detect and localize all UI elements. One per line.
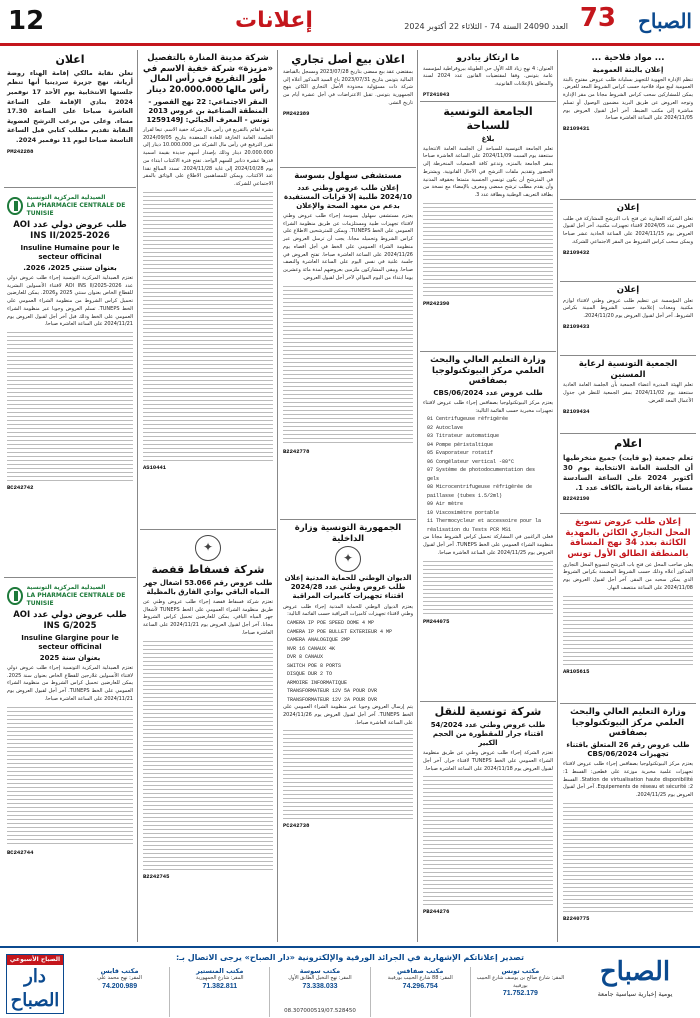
ad-code: AR105615: [563, 667, 590, 675]
text-lines: [563, 803, 693, 913]
ad-subtitle: طلب عروض رقم 26 المتعلق باقتناء تجهيزات 2024/CBS/06: [566, 740, 690, 758]
ad-title: طلب عروض دولي عدد AOI INS II/2025-2026: [13, 220, 127, 242]
ad-title: إعلان: [616, 285, 640, 295]
equipment-item: 03 Titrateur automatique: [427, 433, 500, 440]
ad-body: يعتزم مستشفى سهلول بسوسة إجراء طلب عروض وطني لاقتناء تجهيزات طبية ومستلزمات عن طريق منظومة الشراء العمومي على الخط TUNEPS. ويمكن للمترشحين الاطلاع على كراس الشروط وتحميله مجانا. يجب أن ترسل العروض عبر منظومة الشراء العمومي على الخط في أجل أقصاه يوم 2024/11/26 على الساعة العاشرة صباحا. تفتح العروض في جلسة علنية في نفس اليوم على الساعة العاشرة والنصف صباحا. ويبقى المشاركون ملزمين بعروضهم لمدة مائة وعشرين يوما ابتداء من اليوم الموالي لآخر أجل لقبول العروض.: [283, 212, 413, 281]
column-1: [560, 50, 696, 942]
equipment-item: 02 Autoclave: [427, 424, 464, 431]
ad-title: وزارة التعليم العالي والبحث العلمي مركز البيوتكنولوجيا بصفاقس: [570, 707, 686, 739]
page-number: 12: [8, 6, 45, 36]
brand-fr: LA PHARMACIE CENTRALE DE TUNISIE: [26, 591, 126, 607]
ad-notice-2: [560, 200, 696, 282]
column-divider: [417, 50, 418, 942]
ad-subtitle-fr: Insuline Humaine pour le secteur officinal: [20, 243, 120, 261]
ad-body: تنظم الإدارة الجهوية للتجهيز بسليانة طلب عروض مفتوح بالبتة العمومية لبيع مواد فلاحية حسب كراس الشروط المعد للغرض. يمكن للمشاركين سحب كراس الشروط مجانا من مقر الإدارة وتوجه العروض عن طريق البريد مضمون الوصول أو تسلم مباشرة إلى مكتب الضبط. آخر أجل لقبول العروض يوم 2024/11/05 على الساعة العاشرة صباحا.: [563, 76, 693, 122]
ad-title: الجامعة التونسية للسباحة: [443, 105, 533, 132]
text-lines: [143, 641, 273, 871]
camera-item: CAMERA IP POE SPEED DOME 4 MP: [287, 620, 375, 627]
ad-body: يعتزم مركز البيوتكنولوجيا بصفاقس إجراء طلب عروض لاقتناء تجهيزات علمية مخبرية موزعة على قطعين: القسط 1: Station de virtualisation haute disponibilité. القسط 2: Equipements de réseau et sécurité. آخر أجل لقبول العروض يوم 2024/11/25.: [563, 761, 694, 799]
footer-logo-main: [576, 954, 694, 1014]
ad-subtitle-fr: Insuline Glargine pour le secteur officinal: [21, 633, 119, 651]
ad-body: تعلم الجامعة التونسية للسباحة أن الجلسة العامة الانتخابية ستنعقد يوم السبت 2024/11/09 على الساعة العاشرة صباحا بمقر الجامعة بالمنزه. وتدعو كافة الجمعيات المنخرطة إلى الحضور وتقديم ملفات الترشح في الآجال القانونية. ويشترط في المترشح أن يكون تونسي الجنسية متمتعا بحقوقه المدنية وأن يقدم مطلب ترشح ممضى ومعرف بالإمضاء مع نسخة من بطاقة التعريف الوطنية وبطاقة عدد 3.: [423, 145, 553, 199]
text-lines: [423, 561, 553, 616]
equipment-item: 09 Air mètre: [427, 501, 464, 508]
ad-body: يعلن صاحب المحل عن فتح باب الترشح لتسويغ المحل التجاري المذكور أعلاه وذلك حسب الشروط المضمنة بكراس الشروط الذي يمكن سحبه من المقر. آخر أجل لقبول العروض يوم 2024/11/08 على الساعة منتصف النهار.: [563, 561, 693, 591]
ad-subtitle: بعنوان سنة 2025: [39, 653, 101, 662]
ad-pharmacy-insulin-glargine: [4, 578, 136, 942]
column-divider: [277, 50, 278, 942]
office-title: مكتب تونس: [501, 967, 540, 975]
column-divider: [557, 50, 558, 942]
masthead: [0, 0, 700, 46]
ad-subtitle: إعلان طلب عروض وطني عدد 2024/10 طلبية إلا قرابات المستفيدة بدعم من معهد الصحة والإعلان: [284, 183, 412, 210]
ad-body: تعتزم الصيدلية المركزية التونسية إجراء طلب عروض دولي لاقتناء الأنسولين غلارجين للقطاع الخاص بعنوان سنة 2025. يمكن للعارضين تحميل كراس الشروط من منظومة الشراء العمومي على الخط TUNEPS. آخر أجل لقبول العروض يوم 2024/11/21 على الساعة العاشرة صباحا.: [7, 664, 134, 702]
ad-subtitle: بعنوان سنتي 2025، 2026.: [23, 263, 117, 272]
ad-code: B2242190: [563, 495, 590, 503]
camera-list: [283, 619, 413, 704]
office-phone: 71.382.811: [202, 982, 238, 990]
column-2: [420, 50, 556, 942]
camera-item: NVR 16 CANAUX 4K: [287, 645, 336, 652]
ad-title: مستشفى سهلول بسوسة: [294, 171, 402, 181]
office-address: المقر: نهج محمد علي: [97, 975, 142, 981]
ad-title: اعلان بيع أصل تجاري: [291, 53, 405, 66]
ad-subtitle: بلاغ: [481, 134, 495, 143]
text-lines: [423, 776, 553, 906]
camera-item: CAMERA IP POE BULLET EXTERIEUR 4 MP: [287, 628, 393, 635]
ad-code: B2242745: [143, 872, 170, 880]
text-lines: [7, 332, 133, 482]
ad-body: تعتزم الشركة إجراء طلب عروض وطني عن طريق منظومة الشراء العمومي على الخط TUNEPS لاقتناء جرار. آخر أجل لقبول العروض يوم 2024/11/18 على الساعة العاشرة صباحا.: [423, 750, 553, 772]
text-lines: [283, 730, 413, 820]
camera-item: SWITCH POE 8 PORTS: [287, 662, 342, 669]
ad-code: AS10441: [143, 463, 167, 471]
ad-code: B2240775: [563, 914, 590, 922]
ad-business-sale: [280, 50, 416, 168]
office-phone: 71.752.179: [502, 990, 538, 997]
ad-hospital-tender: [280, 168, 416, 520]
ad-title: الجمهورية التونسية وزارة الداخلية: [294, 523, 402, 544]
office-title: مكتب المنستير: [196, 967, 244, 975]
column-3: [280, 50, 416, 942]
office-address: المقر: شارع صالح بن يوسف شارع الحبيب بورقيبة: [476, 975, 565, 989]
column-5: [4, 50, 136, 942]
footer-logo-name: الصباح: [599, 957, 671, 987]
equipment-list: [423, 415, 553, 534]
footer-logo-tagline: يومية إخبارية سياسية جامعة: [597, 990, 673, 998]
brand-ar: الصيدلية المركزية التونسية: [26, 194, 106, 201]
ad-title: ... مواد فلاحية ...: [591, 53, 665, 63]
office-address: المقر: نهج النخيل الطابق الأول: [288, 975, 352, 981]
footer-logo-house: [6, 954, 64, 1014]
ad-code: PM244075: [423, 617, 450, 625]
ad-title: اعلان: [55, 53, 85, 66]
pharmacy-mark-icon: [7, 587, 23, 605]
footer-logo-house-name: دار الصباح: [10, 966, 60, 1011]
office-address: المقر: شارع الجمهورية: [196, 975, 244, 981]
ad-code: B2242778: [283, 447, 310, 455]
pharmacy-mark-icon: [7, 197, 23, 215]
ad-notice-3: [560, 282, 696, 356]
ad-lease-tender: [560, 514, 696, 704]
ad-title: طلب عروض دولي عدد AOI INS G/2025: [13, 610, 127, 632]
ad-biotech-tender: [560, 704, 696, 942]
ad-body-2: فعلى الراغبين في المشاركة تحميل كراس الشروط مجانا من منظومة الشراء العمومي على الخط TUNEPS. آخر أجل لقبول العروض يوم 2024/11/25 على الساعة العاشرة صباحا.: [423, 534, 553, 556]
ad-body: تعلن الشركة العقارية عن فتح باب الترشح للمشاركة في طلب العروض عدد 2024/05 لاقتناء تجهيزات مكتبية. آخر أجل لقبول العروض يوم 2024/11/15 على الساعة الحادية عشر صباحا ويمكن سحب كراس الشروط من المقر الاجتماعي للشركة.: [563, 215, 693, 245]
ad-transport-tender: [420, 702, 556, 942]
ad-body: تعلم جمعية (بو فايت) جميع منخرطيها أن الجلسة العامة الانتخابية يوم 30 أكتوبر 2024 على الساعة السادسة مساء بقاعة الرياضة بالكاف عدد 1.: [563, 453, 694, 493]
camera-item: TRANSFORMATEUR 12V 2A POUR DVR: [287, 696, 378, 703]
office-address: المقر: 88 شارع الحبيب بورقيبة: [387, 975, 453, 981]
ad-code: PC242738: [283, 822, 310, 830]
ad-title: شركة تونسية للنقل: [434, 705, 542, 718]
section-title: إعلانات: [235, 8, 313, 33]
ad-body: بمقتضى عقد بيع ممضى بتاريخ 2023/07/28 ومسجل بالقباضة المالية بتونس بتاريخ 2023/07/31 باع السيد المذكور أعلاه إلى شركة ذات مسؤولية محدودة الأصل التجاري الكائن بنهج الجمهورية بتونس. تقبل الاعتراضات في أجل عشرة أيام من تاريخ النشر.: [283, 68, 414, 106]
equipment-item: 05 Evaporateur rotatif: [427, 450, 494, 457]
ad-subtitle: المقر الاجتماعي: 22 نهج القصور - المنطقة الصناعية بن عروس 2013 تونس - المعرف الجبائي: 1259149J: [146, 97, 270, 124]
ad-title: ما ارتكاز يبادرو: [456, 53, 520, 63]
office-title: مكتب قابس: [100, 967, 139, 975]
newspaper-logo: [572, 3, 692, 39]
office-title: مكتب سوسة: [299, 967, 341, 975]
ad-title: الجمعية التونسية لرعاية المسنين: [578, 359, 678, 380]
footer-banner: تصدير إعلاناتكم الإشهارية في الجرائد الورقية والإلكترونية «دار الصباح» يرجى الاتصال بـ:: [130, 951, 570, 965]
ad-residence-election: [4, 50, 136, 188]
text-lines: [283, 286, 413, 446]
text-lines: [7, 707, 133, 847]
text-lines: [423, 203, 553, 298]
ad-title: شركة مدينة المنارة بالتفصيل «مزيزة» شركة خفية الاسم في طور التقريع في رأس المال رأس مالها 20.000.000 دينار: [143, 53, 273, 95]
ad-code: B2109433: [563, 322, 590, 330]
ad-subtitle: طلب عروض عدد 2024/CBS/06: [433, 388, 543, 397]
equipment-item: 04 Pompe péristaltique: [427, 441, 494, 448]
ad-agricultural: [560, 50, 696, 200]
ad-title: اعلام: [614, 437, 642, 450]
brand-ar: الصيدلية المركزية التونسية: [26, 584, 106, 591]
ad-subtitle: طلب عروض وطني عدد 54/2024 اقتناء جرار للمقطورة من الحجم الكبير: [430, 720, 546, 747]
equipment-item: 06 Congélateur vertical -80°C: [427, 458, 515, 465]
company-logo-icon: [195, 535, 221, 561]
ad-announcement: [560, 434, 696, 514]
ad-title: إعلان طلب عروض تسويغ المحل التجاري الكائن بالمهدية الكائنة بعدد 34 نهج المسافة بالمنطقة الطالق الأول تونس: [565, 517, 691, 559]
brand-fr: LA PHARMACIE CENTRALE DE TUNISIE: [26, 201, 126, 217]
ad-body: يعتزم مركز البيوتكنولوجيا بصفاقس إجراء طلب عروض لاقتناء تجهيزات مخبرية حسب القائمة التالية:: [423, 399, 553, 414]
ad-title: إعلان: [616, 203, 640, 213]
footer-contact-number: 08.307000519/07.528450: [284, 1008, 356, 1014]
ad-body: تعلم الهيئة المديرة أعضاء الجمعية بأن الجلسة العامة العادية ستنعقد يوم 2024/11/02 بمقر الجمعية للنظر في جدول الأعمال المعد للغرض.: [563, 382, 693, 404]
office-phone: 73.338.033: [302, 982, 338, 990]
ad-body-2: يتم إرسال العروض وجوبا عبر منظومة الشراء العمومي على الخط TUNEPS. آخر أجل لقبول العروض يوم 2024/11/26 على الساعة العاشرة صباحا.: [283, 704, 413, 726]
ad-code: BC242744: [7, 848, 34, 856]
ad-body: تعلن نقابة مالكي إقامة الهناء روضة أريانة، نهج جزيرة سردينيا أنها تنظم جلستها الانتخابية يوم الأحد 17 نوفمبر 2024 بنادي الإقامة على الساعة العاشرة صباحا على الساعة 17.30 مساء. وعلى من يرغب الترشح لعضوية النقابة تقديم مطلب كتابي قبل الساعة التاسعة صباحا ليوم 11 نوفمبر 2024.: [7, 68, 134, 145]
ad-subtitle: إعلان بالبتة العمومية: [592, 65, 664, 74]
ad-company-notice: [420, 50, 556, 102]
camera-item: DISQUE DUR 2 TO: [287, 671, 333, 678]
camera-item: TRANSFORMATEUR 12V 5A POUR DVR: [287, 688, 378, 695]
equipment-item: 08 Microcentrifugeuse réfrigérée de paillasse (tubes 1.5/2ml): [427, 484, 533, 499]
pharmacy-logo: [7, 194, 133, 217]
logo-name: الصباح: [637, 9, 692, 33]
issue-info: العدد 24090 السنة 74 - الثلاثاء 22 أكتوبر 2024: [404, 22, 568, 31]
ad-title: شركة فسفاط قفصة: [151, 563, 265, 576]
ad-body: تعتزم شركة فسفاط قفصة إجراء طلب عروض وطني عن طريق منظومة الشراء العمومي على الخط TUNEPS لأشغال جهر المياه الباقي. يمكن للعارضين تحميل كراس الشروط مجانا. آخر أجل لقبول العروض يوم 2024/11/21 على الساعة العاشرة صباحا.: [143, 598, 273, 636]
ad-code: PB244276: [423, 908, 450, 916]
office-phone: 74.296.754: [402, 982, 438, 990]
column-4: [140, 50, 276, 942]
equipment-item: 01 Centrifugeuse réfrigérée: [427, 416, 509, 423]
ad-subtitle: طلب عروض رقم 53.066 اشغال جهر المياه الباقي بوادي الفارق بالمظيلة: [143, 578, 273, 596]
pharmacy-logo: [7, 584, 133, 607]
ad-phosphate-tender: [140, 530, 276, 942]
ad-biotech-equipment: [420, 352, 556, 702]
ad-code: B2109434: [563, 407, 590, 415]
ads-columns: [4, 50, 696, 942]
ad-title: وزارة التعليم العالي والبحث العلمي مركز البيوتكنولوجيا بصفاقس: [430, 355, 546, 387]
ad-code: PM242390: [423, 299, 450, 307]
camera-item: CAMERA ANALOGIQUE 2MP: [287, 637, 351, 644]
equipment-item: 11 Thermocycleur et accessoire pour la réalisation du Tests PCR MS1: [427, 518, 542, 533]
text-lines: [143, 192, 273, 462]
republic-emblem-icon: [335, 546, 361, 572]
camera-item: DVR 8 CANAUX: [287, 654, 324, 661]
ad-association: [560, 356, 696, 434]
equipment-item: 07 Système de photodocumentation des gels: [427, 467, 536, 482]
ad-code: PM242389: [283, 109, 310, 117]
ad-body: يعتزم الديوان الوطني للحماية المدنية إجراء طلب عروض وطني لاقتناء تجهيزات كاميرات المراقبة حسب القائمة التالية:: [283, 603, 413, 618]
office-title: مكتب صفاقس: [396, 967, 444, 975]
office-phone: 74.200.989: [102, 982, 138, 990]
ad-code: B2109431: [563, 125, 590, 133]
ad-body: تعلن المؤسسة عن تنظيم طلب عروض وطني لاقتناء لوازم مكتبية ومعدات إعلامية حسب الشروط المبينة بكراس الشروط. آخر أجل لقبول العروض يوم 2024/11/20.: [563, 297, 693, 320]
ad-capital-increase: [140, 50, 276, 530]
text-lines: [563, 596, 693, 666]
ad-code: PT241043: [423, 90, 450, 98]
logo-number: 73: [579, 3, 616, 33]
footer-logo-top: الصباح الأسبوعي: [7, 955, 63, 965]
ad-code: B2109432: [563, 248, 590, 256]
footer: [0, 946, 700, 1018]
ad-body: تعتزم الصيدلية المركزية التونسية إجراء طلب عروض دولي عدد AOI INS II/2025-2026 لاقتناء الأنسولين البشرية للقطاع الخاص بعنوان سنتي 2025 و2026. يمكن للعارضين تحميل كراس الشروط من منظومة الشراء العمومي على الخط TUNEPS. تسلم العروض وجوبا عبر منظومة الشراء العمومي على الخط وذلك قبل آخر أجل لقبول العروض يوم 2024/11/21 على الساعة العاشرة صباحا.: [7, 274, 133, 328]
ad-pharmacy-insulin-human: [4, 188, 136, 578]
ad-swimming-federation: [420, 102, 556, 352]
column-divider: [137, 50, 138, 942]
ad-civil-protection: [280, 520, 416, 942]
ad-subtitle: الديوان الوطني للحماية المدنية إعلان طلب عروض وطني عدد 2024/28 اقتناء تجهيزات كاميرات المراقبة: [284, 574, 412, 601]
ad-body: نشرة لقائم بالتقريع في رأس مال شركة خفية الاسم. تبعا لقرار الجلسة العامة الخارقة للعادة المنعقدة بتاريخ 2024/09/05 تقرر الترفيع في رأس مال الشركة من 10.000.000 دينار إلى 20.000.000 دينار وذلك بإصدار أسهم جديدة بقيمة اسمية قدرها عشرة دنانير للسهم الواحد. تفتح فترة الاكتتاب ابتداء من يوم 2024/10/28 إلى غاية 2024/11/28. تسدد المبالغ نقدا عند الاكتتاب. ويمكن للمساهمين الاطلاع على الوثائق بالمقر الاجتماعي للشركة.: [143, 126, 274, 188]
camera-item: ARMOIRE INFORMATIQUE: [287, 679, 348, 686]
ad-code: BC242742: [7, 484, 34, 492]
ad-body: العنوان: 4 نهج زياد الله الأول حي الطويلة بيروقراطية لمؤسسة عامة بتونس. وفقا لمقتضيات القانون عدد 2024 لسنة والمتعلق بالإعلانات القانونية.: [423, 65, 554, 88]
equipment-item: 10 Viscosimètre portable: [427, 509, 500, 516]
ad-code: PM242288: [7, 147, 34, 155]
